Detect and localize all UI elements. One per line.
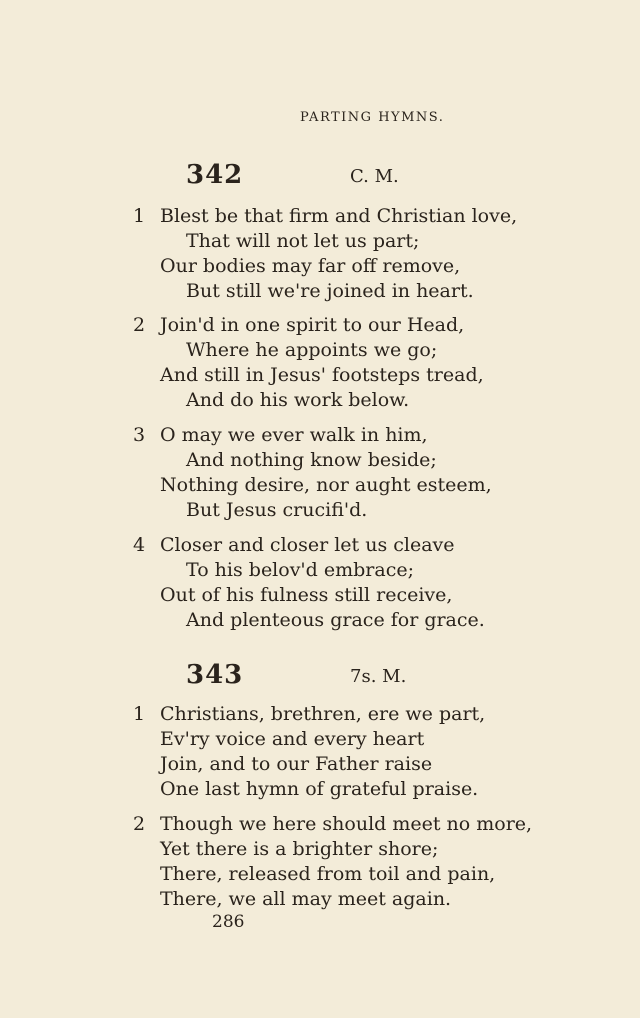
hymn-header — [0, 160, 640, 194]
verse-line: O may we ever walk in him, — [160, 424, 428, 446]
verse-line: One last hymn of grateful praise. — [160, 778, 479, 800]
verse-line: Though we here should meet no more, — [160, 813, 533, 835]
hymn-meter: C. M. — [350, 166, 399, 187]
hymn-meter: 7s. M. — [350, 666, 407, 687]
verse-line: To his belov'd embrace; — [186, 559, 414, 581]
verse-line: But Jesus crucifi'd. — [186, 499, 368, 521]
verse-line: Closer and closer let us cleave — [160, 534, 455, 556]
verse-line: Nothing desire, nor aught esteem, — [160, 474, 492, 496]
verse-line: There, released from toil and pain, — [160, 863, 496, 885]
page-number: 286 — [212, 912, 245, 932]
stanza-number: 3 — [133, 424, 146, 446]
verse-line: Christians, brethren, ere we part, — [160, 703, 486, 725]
verse-line: There, we all may meet again. — [160, 888, 452, 910]
hymn-header — [0, 660, 640, 694]
verse-line: And nothing know beside; — [186, 449, 437, 471]
verse-line: And still in Jesus' footsteps tread, — [160, 364, 484, 386]
verse-line: Yet there is a brighter shore; — [160, 838, 439, 860]
stanza-number: 4 — [133, 534, 146, 556]
stanza-number: 2 — [133, 314, 146, 336]
running-head: PARTING HYMNS. — [300, 110, 445, 125]
verse-line: And plenteous grace for grace. — [186, 609, 485, 631]
verse-line: Join, and to our Father raise — [160, 753, 433, 775]
verse-line: And do his work below. — [186, 389, 410, 411]
stanza-number: 2 — [133, 813, 146, 835]
hymn-number: 343 — [186, 660, 244, 690]
verse-line: Ev'ry voice and every heart — [160, 728, 425, 750]
verse-line: Blest be that firm and Christian love, — [160, 205, 518, 227]
verse-line: Join'd in one spirit to our Head, — [160, 314, 465, 336]
verse-line: Out of his fulness still receive, — [160, 584, 453, 606]
verse-line: But still we're joined in heart. — [186, 280, 474, 302]
hymn-number: 342 — [186, 160, 244, 190]
verse-line: Our bodies may far off remove, — [160, 255, 461, 277]
stanza-number: 1 — [133, 205, 146, 227]
verse-line: That will not let us part; — [186, 230, 420, 252]
stanza-number: 1 — [133, 703, 146, 725]
verse-line: Where he appoints we go; — [186, 339, 438, 361]
